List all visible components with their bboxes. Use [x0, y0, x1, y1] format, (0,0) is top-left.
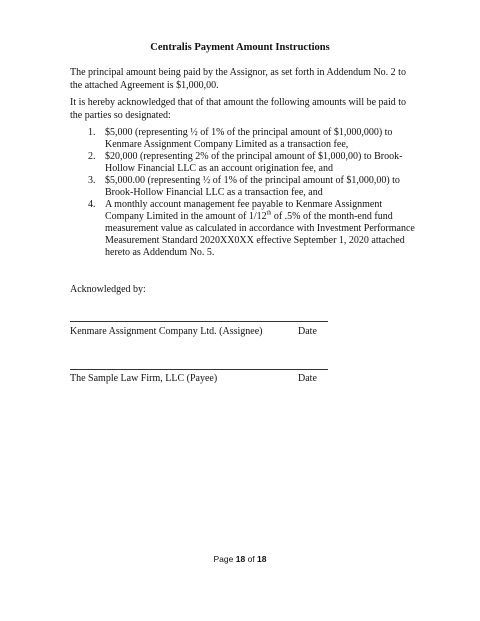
payment-list	[70, 127, 415, 259]
footer-middle: of	[245, 554, 258, 564]
list-item-text	[105, 199, 415, 258]
total-page-number: 18	[257, 554, 267, 564]
list-item	[70, 127, 415, 151]
list-item	[70, 199, 415, 259]
signature-line	[70, 369, 328, 370]
list-item-text: $5,000 (representing ½ of 1% of the principal amount of $1,000,000) to Kenmare Assignment Company Limited as a transaction fee,	[105, 127, 393, 150]
list-number: 3.	[88, 175, 96, 186]
list-item	[70, 175, 415, 199]
list-number: 2.	[88, 151, 96, 162]
list-number: 4.	[88, 199, 96, 210]
footer-prefix: Page	[213, 554, 236, 564]
payee-signature-label: The Sample Law Firm, LLC (Payee)	[70, 373, 218, 384]
list-item-text-part: of .5% of the month-end fund measurement value as calculated in accordance with Investment Performance Measurement Standard 2020XX0XX effective September 1, 2020 attached hereto as Addendum No. 5.	[105, 211, 415, 258]
acknowledged-by-label: Acknowledged by:	[70, 284, 146, 295]
ordinal-superscript: th	[266, 210, 272, 217]
date-label: Date	[298, 373, 317, 384]
acknowledgement-paragraph: It is hereby acknowledged that of that amount the following amounts will be paid to the parties so designated:	[70, 97, 407, 121]
assignee-signature-label: Kenmare Assignment Company Ltd. (Assignee)	[70, 326, 263, 337]
current-page-number: 18	[235, 554, 246, 564]
list-item-text-part: A monthly account management fee payable to Kenmare Assignment Company Limited in the amount of 1/12	[105, 199, 383, 222]
list-item-text: $5,000.00 (representing ½ of 1% of the principal amount of $1,000,00) to Brook-Hollow Financial LLC as a transaction fee, and	[105, 175, 400, 198]
date-label: Date	[298, 326, 317, 337]
page-footer	[0, 554, 480, 564]
list-item	[70, 151, 415, 175]
list-number: 1.	[88, 127, 96, 138]
signature-line	[70, 321, 328, 322]
list-item-text: $20,000 (representing 2% of the principal amount of $1,000,00) to Brook-Hollow Financial LLC as an account origination fee, and	[105, 151, 403, 174]
document-title: Centralis Payment Amount Instructions	[150, 42, 330, 53]
principal-paragraph: The principal amount being paid by the Assignor, as set forth in Addendum No. 2 to the attached Agreement is $1,000,00.	[70, 67, 406, 91]
